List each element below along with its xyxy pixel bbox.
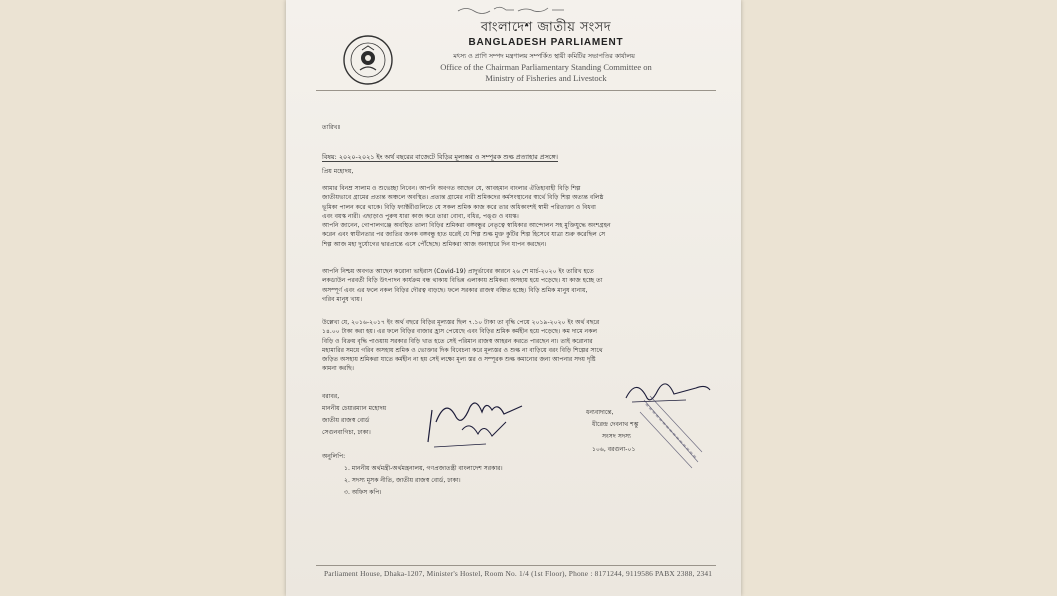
paragraph-line: আপনি জানেন, গোপালগঞ্জে অবস্থিত তালা বিড়ির শ্রমিকরা বঙ্গবন্ধুর নেতৃত্বে স্বাধিকার আন্দোলন সহ মুক্তিযুদ্ধে অংশগ্রহন [322, 222, 611, 230]
subject-line [322, 152, 558, 163]
sender-title: সংসদ সদস্য [602, 433, 631, 440]
letterhead-office-bangla: মৎস্য ও প্রাণি সম্পদ মন্ত্রণালয় সম্পর্কিত স্থায়ী কমিটির সভাপতির কার্যালয় [453, 53, 635, 60]
copy-item: ১. মাননীয় অর্থমন্ত্রী-অর্থমন্ত্রনালয়, গণপ্রজাতন্ত্রী বাংলাদেশ সরকার। [344, 465, 503, 472]
footer-address: Parliament House, Dhaka-1207, Minister's Hostel, Room No. 1/4 (1st Floor), Phone : 8171244, 9119586 PABX 2388, 2341 [324, 569, 713, 578]
paragraph-line: উল্লেখ্য যে, ২০১৬-২০১৭ ইং অর্থ বছরে বিড়ির মূল্যস্তর ছিল ৭.১০ টাকা তা বৃদ্ধি পেয়ে ২০১৯-২০২০ ইং অর্থ বছরে [322, 319, 600, 326]
header-divider [316, 90, 716, 91]
paragraph-line: গরিব মানুষ খায়। [322, 295, 363, 303]
subject-text: বিষয়: ২০২০-২০২১ ইং অর্থ বছরের বাজেটে বিড়ির মূল্যস্তর ও সম্পূরক শুল্ক প্রত্যাহার প্রসঙ্গে। [322, 153, 558, 161]
bismillah-calligraphy [456, 4, 566, 14]
body-paragraph-3 [322, 318, 697, 374]
copy-item: ২. সদস্য মূসক নীতি, জাতীয় রাজস্ব বোর্ড, ঢাকা। [344, 477, 461, 484]
sender-name: ধীরেন্দ্র দেবনাথ শম্ভু [592, 421, 639, 428]
closing-thanks: ধন্যবাদান্তে, [586, 409, 614, 416]
date-label: তারিখঃ [322, 124, 341, 131]
recipient-line-2: জাতীয় রাজস্ব বোর্ড [322, 417, 370, 424]
letter-page [286, 0, 741, 596]
letterhead-title-bangla: বাংলাদেশ জাতীয় সংসদ [480, 20, 612, 35]
paragraph-line: লকডাউন পরবর্তী বিড়ি উৎপাদন কার্যক্রম বন্ধ থাকায় বিভিন্ন এলাকায় শ্রমিকরা অসহায় হয়ে পড়েছে। যা কাজ হচ্ছে তা [322, 277, 603, 285]
paragraph-line: বিড়ি ও বিক্রয় বৃদ্ধি পাওয়ায় সরকার বিড়ি খাত হতে সেই পরিমান রাজস্ব আহরন করতে পারছেন না। তাই করোনার [322, 337, 593, 345]
letterhead-title-english: BANGLADESH PARLIAMENT [468, 37, 624, 48]
parliament-seal-logo [342, 34, 394, 86]
paragraph-line: করেন এবং স্বাধীনতার পর জাতির জনক বঙ্গবন্ধু হাত ধরেই যে শিল্প শুল্ক মুক্ত কুটির শিল্প হিসেবে যাত্রা শুরু করেছিল সে [322, 231, 606, 239]
paragraph-line: মহামারির সময়ে গরিব অসহায় শ্রমিক ও ভোক্তার দিক বিবেচনা করে মূল্যস্তর ও শুল্ক না বাড়িয়ে বরং বিড়ি শিল্পের সাথে [322, 346, 603, 354]
paragraph-line: জাতীয়ভাবে গ্রামের প্রত্যন্ত অঞ্চলে অবস্থিত। প্রত্যন্ত গ্রামের নারী শ্রমিকদের কর্মসংস্থানের স্বার্থে বিড়ি শিল্প অত্যন্ত বলিষ্ঠ [322, 194, 604, 202]
footer-divider [316, 565, 716, 566]
sender-constituency: ১০৬, বরগুনা-০১ [592, 446, 636, 453]
salutation: প্রিয় মহোদয়, [322, 168, 354, 175]
paragraph-line: ভূমিকা পালন করে থাকে। বিড়ি ফ্যাক্টরীগুলিতে যে সকল শ্রমিক কাজ করে তার অধিকাংশই স্বামী পরিত্যক্তা ও বিধবা [322, 203, 596, 211]
recipient-line-3: সেগুনবাগিচা, ঢাকা। [322, 429, 371, 436]
paragraph-line: জড়িত অসহায় শ্রমিকরা যাতে কর্মহীন না হয় সেই লক্ষ্যে মূল্য স্তর ও সম্পূরক শুল্ক কমানোর জন্য আপনার সদয় দৃষ্টি [322, 356, 596, 364]
official-stamp [636, 392, 706, 470]
body-paragraph-2 [322, 267, 697, 304]
body-paragraph-1 [322, 184, 697, 249]
letterhead-office-english [396, 62, 696, 84]
paragraph-line: ১৪.০০ টাকা করা হয়। এর ফলে বিড়ির বাজার হ্রাস পেয়েছে এবং বিড়ির শ্রমিক কর্মহীন হয়ে পড়েছে। কম দামে নকল [322, 328, 598, 336]
copy-item: ৩. অফিস কপি। [344, 489, 382, 496]
received-signature-scrawl [426, 392, 536, 452]
office-line-1: Office of the Chairman Parliamentary Standing Committee on [440, 62, 652, 72]
paragraph-line: অসম্পূর্ণ এবং এর ফলে নকল বিড়ির দৌরত্ব বাড়ছে। ফলে সরকার রাজস্ব বঞ্চিত হচ্ছে। বিড়ি শ্রমিক মানুষ বানায়, [322, 286, 588, 294]
paragraph-line: এবং বয়স্ক নারী। এছাড়াও পুরুষ যারা কাজ করে তারা বোবা, বধির, পঙ্গু ও বয়স্ক। [322, 212, 519, 220]
copy-label: অনুলিপি: [322, 453, 346, 460]
recipient-label: বরাবর, [322, 393, 340, 400]
paragraph-line: কামনা করছি। [322, 365, 354, 373]
office-line-2: Ministry of Fisheries and Livestock [485, 73, 607, 83]
recipient-line-1: মাননীয় চেয়ারম্যান মহোদয় [322, 405, 387, 412]
paragraph-line: শিল্প আজ মহা দুর্যোগের দ্বারপ্রান্তে এসে পৌঁছেছে। শ্রমিকরা আজ অনাহারে দিন যাপন করছেন। [322, 240, 547, 248]
paragraph-line: আমার বিনম্র সালাম ও শুভেচ্ছা নিবেন। আপনি অবগত আছেন যে, আবহমান বাংলার ঐতিহ্যবাহী বিড়ি শিল্প [322, 185, 581, 192]
paragraph-line: আপনি নিশ্চয় অবগত আছেন করোনা ভাইরাস (Covid-19) প্রাদুর্ভাবের কারনে ২৬ শে মার্চ-২০২০ ইং তারিখ হতে [322, 268, 594, 275]
